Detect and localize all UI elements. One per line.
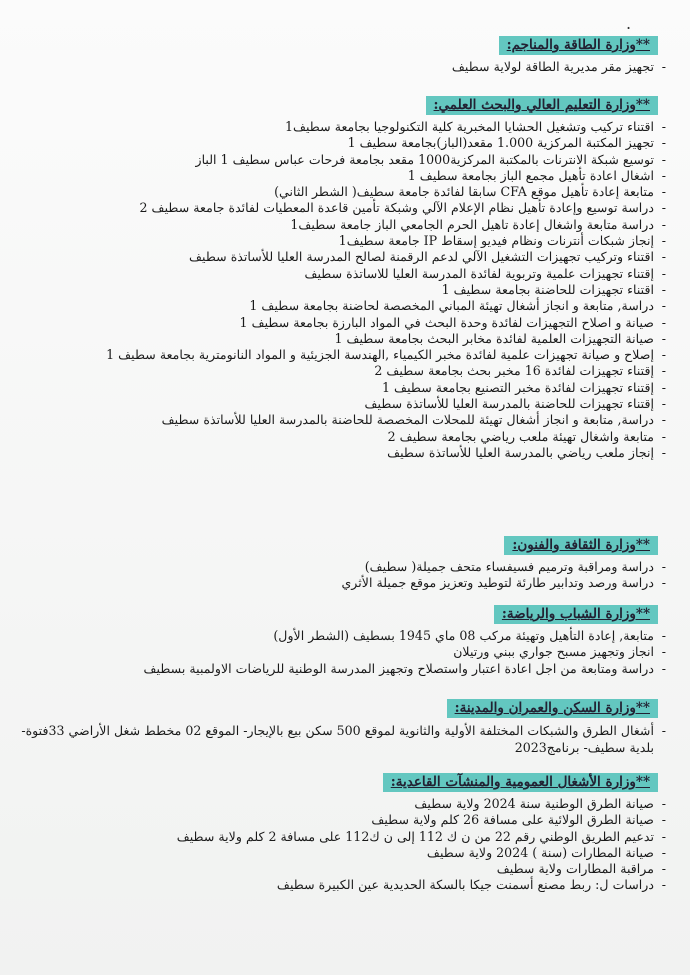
list-item: - صيانة الطرق الوطنية سنة 2024 ولاية سطيف (20, 796, 666, 812)
page-mark: . (626, 14, 632, 33)
section-housing (20, 697, 666, 756)
list-item: - متابعة إعادة تأهيل موقع CFA سابقا لفائدة جامعة سطيف( الشطر الثاني) (20, 184, 666, 200)
list-item: - صيانة و اصلاح التجهيزات لفائدة وحدة البحث في المواد البارزة بجامعة سطيف 1 (20, 315, 666, 331)
list-item: - إنجاز ملعب رياضي بالمدرسة العليا للأساتذة سطيف (20, 445, 666, 461)
list-item: - اشغال اعادة تأهيل مجمع الباز بجامعة سطيف 1 (20, 168, 666, 184)
list-item: - صيانة المطارات (سنة ) 2024 ولاية سطيف (20, 845, 666, 861)
list-item: - متابعة, إعادة التأهيل وتهيئة مركب 08 ماي 1945 بسطيف (الشطر الأول) (20, 628, 666, 644)
list-item: - تجهيز المكتبة المركزية 1.000 مقعد(الباز)بجامعة سطيف 1 (20, 135, 666, 151)
list-item: - اقتناء تركيب وتشغيل الحشايا المخبرية كلية التكنولوجيا بجامعة سطيف1 (20, 119, 666, 135)
item-list (20, 796, 666, 894)
list-item: - صيانة التجهيزات العلمية لفائدة مخابر البحث بجامعة سطيف 1 (20, 331, 666, 347)
section-youth-sports (20, 603, 666, 677)
section-heading: **وزارة الشباب والرياضة: (494, 605, 658, 624)
list-item: - اقتناء وتركيب تجهيزات التشغيل الآلي لدعم الرقمنة لصالح المدرسة العليا للأساتذة سطيف (20, 249, 666, 265)
list-item: - اقتناء تجهيزات للحاضنة بجامعة سطيف 1 (20, 282, 666, 298)
list-item: - انجاز وتجهيز مسبح جواري ببني ورتيلان (20, 644, 666, 660)
list-item: - متابعة واشغال تهيئة ملعب رياضي بجامعة سطيف 2 (20, 429, 666, 445)
list-item: - إقتناء تجهيزات لفائدة مخبر التصنيع بجامعة سطيف 1 (20, 380, 666, 396)
section-higher-education (20, 94, 666, 461)
list-item: - إقتناء تجهيزات علمية وتربوية لفائدة المدرسة العليا للاساتذة سطيف (20, 266, 666, 282)
list-item: - صيانة الطرق الولائية على مسافة 26 كلم ولاية سطيف (20, 812, 666, 828)
section-public-works (20, 771, 666, 894)
item-list (20, 119, 666, 461)
list-item: - إنجاز شبكات أنترنات ونظام فيديو إسقاط IP جامعة سطيف1 (20, 233, 666, 249)
section-heading: **وزارة السكن والعمران والمدينة: (447, 699, 658, 718)
item-list (20, 628, 666, 677)
list-item: - دراسة ورصد وتدابير طارئة لتوطيد وتعزيز موقع جميلة الأثري (20, 575, 666, 591)
list-item: - إصلاح و صيانة تجهيزات علمية لفائدة مخبر الكيمياء ,الهندسة الجزيئية و المواد النانومترية بجامعة سطيف 1 (20, 347, 666, 363)
list-item: - دراسة, متابعة و انجاز أشغال تهيئة للمحلات المخصصة للحاضنة بالمدرسة العليا للأساتذة سطيف (20, 412, 666, 428)
section-heading: **وزارة الأشغال العمومية والمنشآت القاعدية: (383, 773, 658, 792)
list-item: - دراسات ل: ربط مصنع أسمنت جيكا بالسكة الحديدية عين الكبيرة سطيف (20, 877, 666, 893)
list-item: - دراسة, متابعة و انجاز أشغال تهيئة المباني المخصصة لحاضنة بجامعة سطيف 1 (20, 298, 666, 314)
list-item: - دراسة متابعة واشغال إعادة تاهيل الحرم الجامعي الباز جامعة سطيف1 (20, 217, 666, 233)
list-item: - دراسة ومراقبة وترميم فسيفساء متحف جميلة( سطيف) (20, 559, 666, 575)
item-list (20, 59, 666, 75)
list-item: - مراقبة المطارات ولاية سطيف (20, 861, 666, 877)
list-item: - دراسة توسيع وإعادة تأهيل نظام الإعلام الآلي وشبكة تأمين قاعدة المعطيات لفائدة جامعة سطيف 2 (20, 200, 666, 216)
list-item: - أشغال الطرق والشبكات المختلفة الأولية والثانوية لموقع 500 سكن بيع بالإيجار- الموقع 02 مخطط شغل الأراضي 33فتوة- بلدية سطيف- برنامج2023 (20, 722, 666, 756)
section-heading: **وزارة الثقافة والفنون: (504, 536, 658, 555)
list-item: - تجهيز مقر مديرية الطاقة لولاية سطيف (20, 59, 666, 75)
section-energy (20, 34, 666, 75)
item-list (20, 559, 666, 592)
section-heading: **وزارة الطاقة والمناجم: (499, 36, 658, 55)
section-culture (20, 534, 666, 592)
list-item: - تدعيم الطريق الوطني رقم 22 من ن ك 112 إلى ن ك112 على مسافة 2 كلم ولاية سطيف (20, 829, 666, 845)
list-item: - إقتناء تجهيزات للحاضنة بالمدرسة العليا للأساتذة سطيف (20, 396, 666, 412)
list-item: - توسيع شبكة الانترنات بالمكتبة المركزية1000 مقعد بجامعة فرحات عباس سطيف 1 الباز (20, 152, 666, 168)
section-heading: **وزارة التعليم العالي والبحث العلمي: (426, 96, 658, 115)
item-list (20, 722, 666, 756)
list-item: - دراسة ومتابعة من اجل اعادة اعتبار واستصلاح وتجهيز المدرسة الوطنية للرياضات الاولمبية بسطيف (20, 661, 666, 677)
list-item: - إقتناء تجهيزات لفائدة 16 مخبر بحث بجامعة سطيف 2 (20, 363, 666, 379)
